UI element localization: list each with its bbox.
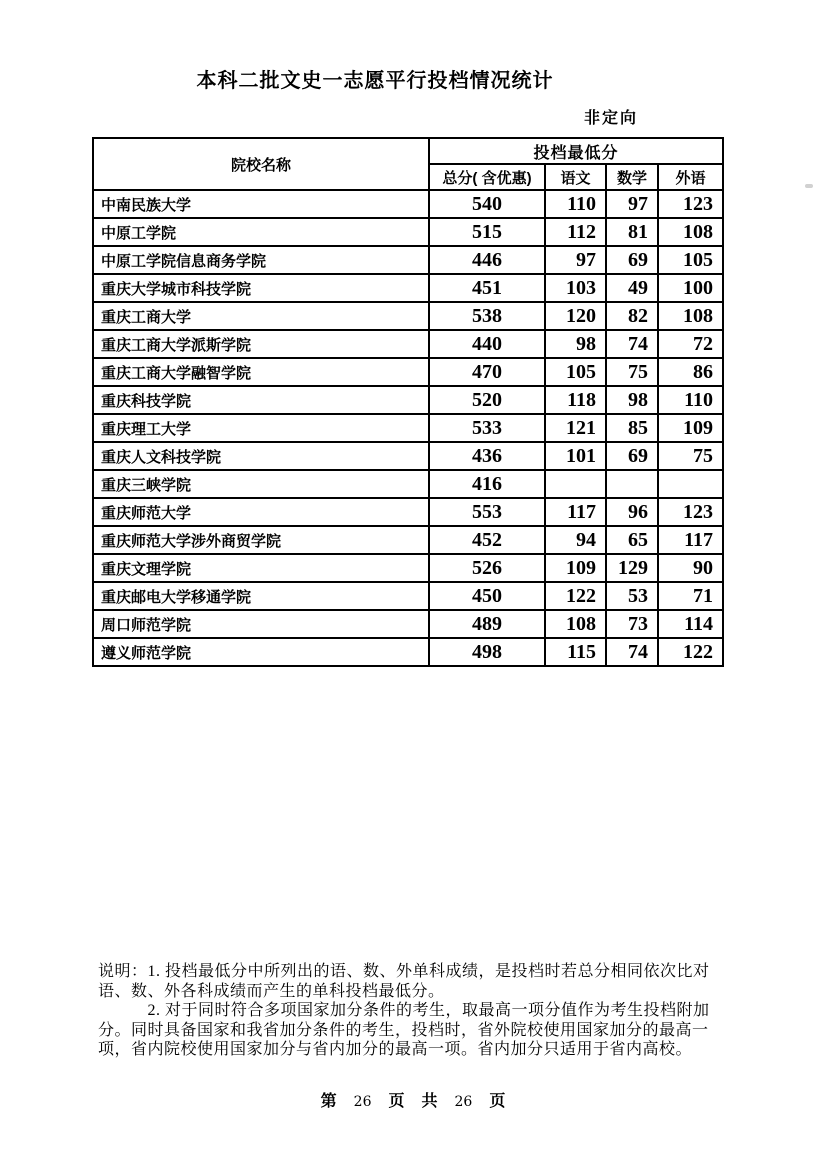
- cell-chinese: 94: [545, 526, 606, 554]
- cell-math: 85: [606, 414, 658, 442]
- header-chinese: 语文: [545, 164, 606, 190]
- cell-chinese: 103: [545, 274, 606, 302]
- cell-total: 416: [429, 470, 545, 498]
- page-footer: [0, 1088, 826, 1111]
- cell-total: 515: [429, 218, 545, 246]
- nondirectional-tag: 非定向: [584, 110, 639, 127]
- cell-chinese: 122: [545, 582, 606, 610]
- cell-foreign: 108: [658, 302, 723, 330]
- cell-foreign: 123: [658, 498, 723, 526]
- cell-chinese: 117: [545, 498, 606, 526]
- cell-math: 96: [606, 498, 658, 526]
- header-total-score: 总分( 含优惠): [429, 164, 545, 190]
- table-row: [93, 442, 723, 470]
- cell-name: 重庆师范大学: [93, 498, 429, 526]
- table-row: [93, 190, 723, 218]
- table-row: [93, 554, 723, 582]
- cell-name: 重庆工商大学派斯学院: [93, 330, 429, 358]
- cell-total: 520: [429, 386, 545, 414]
- cell-foreign: 75: [658, 442, 723, 470]
- cell-name: 重庆理工大学: [93, 414, 429, 442]
- notes-line: 分。同时具备国家和我省加分条件的考生，投档时，省外院校使用国家加分的最高一: [98, 1021, 709, 1039]
- table-row: [93, 610, 723, 638]
- cell-foreign: 108: [658, 218, 723, 246]
- table-row: [93, 470, 723, 498]
- cell-chinese: 105: [545, 358, 606, 386]
- header-foreign-language: 外语: [658, 164, 723, 190]
- cell-total: 540: [429, 190, 545, 218]
- cell-total: 436: [429, 442, 545, 470]
- cell-name: 重庆师范大学涉外商贸学院: [93, 526, 429, 554]
- cell-name: 重庆三峡学院: [93, 470, 429, 498]
- cell-foreign: 122: [658, 638, 723, 666]
- cell-total: 553: [429, 498, 545, 526]
- cell-foreign: 71: [658, 582, 723, 610]
- notes-line: 项，省内院校使用国家加分与省内加分的最高一项。省内加分只适用于省内高校。: [98, 1041, 693, 1058]
- notes-line: 语、数、外各科成绩而产生的单科投档最低分。: [98, 982, 445, 1000]
- cell-math: 74: [606, 638, 658, 666]
- cell-chinese: 121: [545, 414, 606, 442]
- table-row: [93, 526, 723, 554]
- cell-total: 440: [429, 330, 545, 358]
- cell-name: 重庆工商大学: [93, 302, 429, 330]
- document-title: 本科二批文史一志愿平行投档情况统计: [196, 70, 554, 92]
- current-page-number: 26: [353, 1094, 372, 1110]
- cell-name: 重庆大学城市科技学院: [93, 274, 429, 302]
- cell-math: 129: [606, 554, 658, 582]
- cell-total: 538: [429, 302, 545, 330]
- table-row: [93, 638, 723, 666]
- cell-math: 75: [606, 358, 658, 386]
- cell-name: 重庆人文科技学院: [93, 442, 429, 470]
- cell-foreign: 72: [658, 330, 723, 358]
- cell-foreign: 90: [658, 554, 723, 582]
- cell-math: 69: [606, 442, 658, 470]
- table-row: [93, 274, 723, 302]
- cell-chinese: 97: [545, 246, 606, 274]
- cell-total: 470: [429, 358, 545, 386]
- header-institution-name: 院校名称: [93, 138, 429, 190]
- cell-name: 中南民族大学: [93, 190, 429, 218]
- cell-math: [606, 470, 658, 498]
- cell-chinese: 120: [545, 302, 606, 330]
- admission-score-table: [92, 137, 724, 667]
- cell-name: 重庆文理学院: [93, 554, 429, 582]
- cell-chinese: 115: [545, 638, 606, 666]
- header-minimum-score-group: 投档最低分: [429, 138, 723, 164]
- table-row: [93, 302, 723, 330]
- cell-chinese: 110: [545, 190, 606, 218]
- cell-name: 遵义师范学院: [93, 638, 429, 666]
- cell-chinese: 112: [545, 218, 606, 246]
- cell-math: 53: [606, 582, 658, 610]
- cell-foreign: [658, 470, 723, 498]
- cell-math: 73: [606, 610, 658, 638]
- notes-line: 说明：1. 投档最低分中所列出的语、数、外单科成绩，是投档时若总分相同依次比对: [98, 963, 710, 980]
- table-row: [93, 582, 723, 610]
- table-row: [93, 218, 723, 246]
- footer-label-ye-2: 页: [489, 1093, 506, 1110]
- table-row: [93, 358, 723, 386]
- cell-math: 69: [606, 246, 658, 274]
- cell-foreign: 110: [658, 386, 723, 414]
- cell-foreign: 109: [658, 414, 723, 442]
- scan-artifact-mark: [805, 184, 813, 188]
- cell-foreign: 105: [658, 246, 723, 274]
- footer-label-di: 第: [320, 1093, 337, 1110]
- cell-math: 98: [606, 386, 658, 414]
- cell-chinese: 101: [545, 442, 606, 470]
- cell-name: 重庆科技学院: [93, 386, 429, 414]
- cell-foreign: 100: [658, 274, 723, 302]
- table-body: [93, 190, 723, 666]
- cell-foreign: 123: [658, 190, 723, 218]
- notes-line: 2. 对于同时符合多项国家加分条件的考生，取最高一项分值作为考生投档附加: [98, 1002, 710, 1019]
- cell-foreign: 86: [658, 358, 723, 386]
- cell-math: 49: [606, 274, 658, 302]
- cell-foreign: 117: [658, 526, 723, 554]
- cell-total: 526: [429, 554, 545, 582]
- table-row: [93, 498, 723, 526]
- cell-total: 450: [429, 582, 545, 610]
- cell-name: 周口师范学院: [93, 610, 429, 638]
- table-row: [93, 414, 723, 442]
- table-row: [93, 330, 723, 358]
- table-row: [93, 386, 723, 414]
- cell-math: 74: [606, 330, 658, 358]
- cell-name: 中原工学院: [93, 218, 429, 246]
- table-header: [93, 138, 723, 190]
- cell-name: 重庆邮电大学移通学院: [93, 582, 429, 610]
- cell-chinese: 109: [545, 554, 606, 582]
- table-row: [93, 246, 723, 274]
- cell-total: 498: [429, 638, 545, 666]
- cell-name: 重庆工商大学融智学院: [93, 358, 429, 386]
- cell-foreign: 114: [658, 610, 723, 638]
- cell-total: 533: [429, 414, 545, 442]
- cell-chinese: 108: [545, 610, 606, 638]
- cell-total: 452: [429, 526, 545, 554]
- cell-chinese: 118: [545, 386, 606, 414]
- total-page-count: 26: [454, 1094, 473, 1110]
- cell-total: 446: [429, 246, 545, 274]
- cell-math: 81: [606, 218, 658, 246]
- header-row-group: [93, 138, 723, 164]
- footer-label-ye: 页: [388, 1093, 405, 1110]
- footer-label-gong: 共: [421, 1093, 438, 1110]
- cell-math: 97: [606, 190, 658, 218]
- cell-chinese: [545, 470, 606, 498]
- cell-chinese: 98: [545, 330, 606, 358]
- cell-total: 489: [429, 610, 545, 638]
- cell-total: 451: [429, 274, 545, 302]
- cell-math: 82: [606, 302, 658, 330]
- cell-name: 中原工学院信息商务学院: [93, 246, 429, 274]
- header-math: 数学: [606, 164, 658, 190]
- notes-block: [98, 962, 746, 1060]
- cell-math: 65: [606, 526, 658, 554]
